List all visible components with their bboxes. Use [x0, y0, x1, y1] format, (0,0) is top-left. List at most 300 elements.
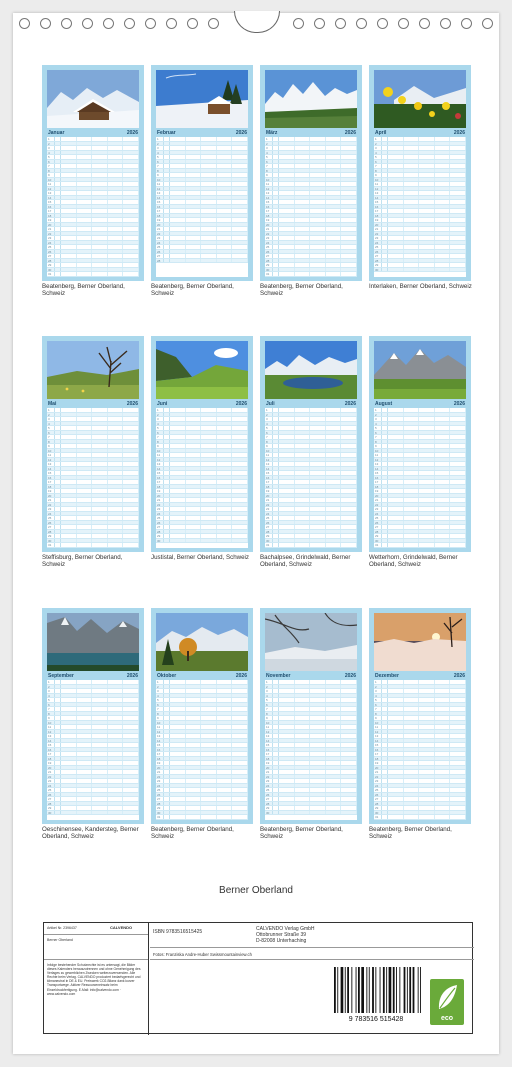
month-year: 2026 — [235, 400, 247, 407]
entry-cell — [404, 734, 420, 738]
entry-cell — [295, 155, 311, 159]
entry-cell — [435, 530, 451, 534]
entry-cell — [404, 223, 420, 227]
entry-cell — [435, 431, 451, 435]
entry-cell — [77, 254, 93, 258]
entry-cell — [186, 160, 202, 164]
entry-cell — [217, 802, 233, 806]
entry-cell — [186, 766, 202, 770]
day-number: 27 — [156, 254, 164, 258]
calendar-page — [13, 13, 499, 1054]
day-number: 21 — [156, 498, 164, 502]
entry-cell — [77, 182, 93, 186]
day-row — [47, 543, 139, 548]
entry-cell — [326, 151, 342, 155]
day-number: 9 — [47, 716, 55, 720]
entry-cell — [435, 178, 451, 182]
divider — [150, 947, 474, 948]
entry-cell — [123, 698, 139, 702]
entry-cell — [279, 770, 295, 774]
entry-cell — [279, 467, 295, 471]
entry-cell — [419, 435, 435, 439]
entry-cell — [61, 694, 77, 698]
day-number: 21 — [265, 770, 273, 774]
entry-cell — [326, 507, 342, 511]
entry-cell — [77, 272, 93, 276]
month-year: 2026 — [126, 400, 138, 407]
barcode-bar — [372, 967, 374, 1013]
entry-cell — [310, 712, 326, 716]
entry-cell — [450, 435, 466, 439]
entry-cell — [388, 259, 404, 263]
entry-cell — [450, 268, 466, 272]
entry-cell — [217, 164, 233, 168]
day-number: 23 — [47, 236, 55, 240]
day-number: 12 — [374, 458, 382, 462]
entry-cell — [295, 268, 311, 272]
entry-cell — [108, 182, 124, 186]
entry-cell — [232, 146, 248, 150]
month-year: 2026 — [344, 400, 356, 407]
entry-cell — [310, 218, 326, 222]
entry-cell — [108, 503, 124, 507]
entry-cell — [123, 716, 139, 720]
entry-cell — [77, 494, 93, 498]
entry-cell — [170, 200, 186, 204]
entry-cell — [388, 815, 404, 819]
day-number: 26 — [156, 250, 164, 254]
entry-cell — [170, 534, 186, 538]
entry-cell — [435, 263, 451, 267]
day-row — [374, 815, 466, 820]
entry-cell — [279, 685, 295, 689]
entry-cell — [326, 485, 342, 489]
entry-cell — [388, 525, 404, 529]
entry-cell — [217, 232, 233, 236]
entry-cell — [435, 525, 451, 529]
entry-cell — [341, 417, 357, 421]
day-row — [265, 811, 357, 816]
entry-cell — [295, 521, 311, 525]
entry-cell — [419, 748, 435, 752]
day-number: 28 — [265, 530, 273, 534]
entry-cell — [92, 178, 108, 182]
entry-cell — [61, 227, 77, 231]
entry-cell — [435, 489, 451, 493]
entry-cell — [341, 516, 357, 520]
entry-cell — [108, 770, 124, 774]
day-number: 2 — [47, 142, 55, 146]
entry-cell — [108, 440, 124, 444]
entry-cell — [279, 788, 295, 792]
entry-cell — [108, 788, 124, 792]
day-number: 15 — [265, 200, 273, 204]
day-number: 7 — [374, 707, 382, 711]
entry-cell — [201, 730, 217, 734]
day-number: 4 — [265, 151, 273, 155]
entry-cell — [419, 444, 435, 448]
entry-cell — [232, 408, 248, 412]
entry-cell — [404, 250, 420, 254]
day-number: 12 — [47, 187, 55, 191]
entry-cell — [201, 797, 217, 801]
entry-cell — [170, 539, 186, 543]
day-number: 1 — [156, 408, 164, 412]
entry-cell — [450, 516, 466, 520]
entry-cell — [279, 413, 295, 417]
entry-cell — [123, 263, 139, 267]
day-number: 13 — [156, 462, 164, 466]
entry-cell — [388, 209, 404, 213]
entry-cell — [77, 209, 93, 213]
entry-cell — [419, 725, 435, 729]
entry-cell — [419, 712, 435, 716]
entry-cell — [326, 698, 342, 702]
photo-caption: Bachalpsee, Grindelwald, Berner Oberland, Schweiz — [260, 554, 351, 568]
day-number: 16 — [374, 748, 382, 752]
entry-cell — [61, 422, 77, 426]
day-number: 31 — [47, 272, 55, 276]
barcode-bar — [399, 967, 400, 1013]
entry-cell — [108, 712, 124, 716]
day-number: 3 — [156, 417, 164, 421]
entry-cell — [295, 512, 311, 516]
day-number: 14 — [156, 467, 164, 471]
entry-cell — [217, 218, 233, 222]
entry-cell — [404, 480, 420, 484]
entry-cell — [419, 757, 435, 761]
day-number: 30 — [156, 539, 164, 543]
entry-cell — [435, 761, 451, 765]
entry-cell — [201, 227, 217, 231]
entry-cell — [201, 503, 217, 507]
entry-cell — [419, 815, 435, 819]
entry-cell — [326, 449, 342, 453]
entry-cell — [123, 534, 139, 538]
entry-cell — [310, 534, 326, 538]
entry-cell — [108, 254, 124, 258]
entry-cell — [404, 268, 420, 272]
entry-cell — [108, 444, 124, 448]
entry-cell — [108, 196, 124, 200]
entry-cell — [279, 431, 295, 435]
entry-cell — [435, 721, 451, 725]
entry-cell — [279, 811, 295, 815]
entry-cell — [186, 187, 202, 191]
entry-cell — [77, 178, 93, 182]
day-number: 2 — [265, 142, 273, 146]
entry-cell — [435, 521, 451, 525]
entry-cell — [61, 698, 77, 702]
entry-cell — [232, 761, 248, 765]
entry-cell — [217, 734, 233, 738]
entry-cell — [404, 236, 420, 240]
entry-cell — [61, 534, 77, 538]
entry-cell — [450, 815, 466, 819]
day-number: 28 — [47, 530, 55, 534]
entry-cell — [419, 739, 435, 743]
day-number: 9 — [47, 444, 55, 448]
entry-cell — [295, 236, 311, 240]
entry-cell — [201, 806, 217, 810]
entry-cell — [170, 254, 186, 258]
entry-cell — [186, 489, 202, 493]
entry-cell — [217, 725, 233, 729]
entry-cell — [170, 137, 186, 141]
entry-cell — [61, 712, 77, 716]
entry-cell — [295, 543, 311, 547]
month-photo — [47, 341, 139, 399]
entry-cell — [295, 716, 311, 720]
entry-cell — [326, 142, 342, 146]
entry-cell — [435, 694, 451, 698]
entry-cell — [404, 431, 420, 435]
entry-cell — [92, 209, 108, 213]
entry-cell — [77, 503, 93, 507]
entry-cell — [310, 444, 326, 448]
entry-cell — [201, 155, 217, 159]
entry-cell — [450, 485, 466, 489]
day-number: 25 — [265, 788, 273, 792]
entry-cell — [435, 757, 451, 761]
day-number: 19 — [47, 761, 55, 765]
photo-caption: Wetterhorn, Grindelwald, Berner Oberland, Schweiz — [369, 554, 458, 568]
entry-cell — [295, 178, 311, 182]
entry-cell — [341, 503, 357, 507]
day-number: 6 — [156, 160, 164, 164]
entry-cell — [232, 784, 248, 788]
entry-cell — [217, 489, 233, 493]
entry-cell — [92, 458, 108, 462]
entry-cell — [201, 734, 217, 738]
entry-cell — [341, 191, 357, 195]
entry-cell — [310, 793, 326, 797]
entry-cell — [326, 494, 342, 498]
entry-cell — [61, 716, 77, 720]
entry-cell — [404, 757, 420, 761]
entry-cell — [232, 480, 248, 484]
entry-cell — [419, 476, 435, 480]
entry-cell — [108, 793, 124, 797]
entry-cell — [388, 797, 404, 801]
entry-cell — [217, 227, 233, 231]
entry-cell — [326, 440, 342, 444]
entry-cell — [326, 530, 342, 534]
entry-cell — [279, 539, 295, 543]
day-number: 9 — [374, 444, 382, 448]
entry-cell — [201, 214, 217, 218]
entry-cell — [108, 453, 124, 457]
entry-cell — [341, 200, 357, 204]
entry-cell — [388, 698, 404, 702]
entry-cell — [232, 757, 248, 761]
entry-cell — [123, 417, 139, 421]
entry-cell — [108, 516, 124, 520]
day-number: 3 — [265, 689, 273, 693]
entry-cell — [201, 422, 217, 426]
entry-cell — [279, 209, 295, 213]
month-year: 2026 — [126, 672, 138, 679]
entry-cell — [295, 191, 311, 195]
day-number: 29 — [47, 263, 55, 267]
day-number: 30 — [374, 811, 382, 815]
entry-cell — [232, 730, 248, 734]
entry-cell — [123, 757, 139, 761]
entry-cell — [77, 191, 93, 195]
entry-cell — [201, 694, 217, 698]
entry-cell — [388, 453, 404, 457]
entry-cell — [92, 694, 108, 698]
entry-cell — [201, 146, 217, 150]
day-number: 27 — [47, 797, 55, 801]
entry-cell — [170, 476, 186, 480]
day-grid — [47, 680, 139, 820]
entry-cell — [186, 716, 202, 720]
entry-cell — [450, 734, 466, 738]
entry-cell — [170, 164, 186, 168]
entry-cell — [61, 462, 77, 466]
entry-cell — [170, 521, 186, 525]
day-number: 10 — [156, 721, 164, 725]
entry-cell — [123, 449, 139, 453]
day-number: 9 — [265, 173, 273, 177]
entry-cell — [341, 725, 357, 729]
day-number: 27 — [47, 254, 55, 258]
binding-hole — [187, 18, 198, 29]
day-number: 11 — [374, 182, 382, 186]
day-number: 30 — [47, 539, 55, 543]
entry-cell — [341, 196, 357, 200]
entry-cell — [388, 512, 404, 516]
entry-cell — [232, 748, 248, 752]
day-number: 26 — [47, 250, 55, 254]
entry-cell — [217, 200, 233, 204]
entry-cell — [435, 209, 451, 213]
entry-cell — [92, 725, 108, 729]
day-number: 20 — [265, 766, 273, 770]
entry-cell — [295, 444, 311, 448]
entry-cell — [310, 263, 326, 267]
day-number: 1 — [374, 137, 382, 141]
entry-cell — [92, 689, 108, 693]
entry-cell — [92, 422, 108, 426]
entry-cell — [388, 160, 404, 164]
entry-cell — [388, 205, 404, 209]
entry-cell — [108, 761, 124, 765]
day-number: 26 — [374, 793, 382, 797]
entry-cell — [450, 417, 466, 421]
entry-cell — [435, 164, 451, 168]
entry-cell — [61, 498, 77, 502]
entry-cell — [450, 721, 466, 725]
entry-cell — [186, 802, 202, 806]
day-number: 30 — [265, 539, 273, 543]
entry-cell — [326, 408, 342, 412]
entry-cell — [279, 698, 295, 702]
entry-cell — [170, 694, 186, 698]
entry-cell — [61, 254, 77, 258]
entry-cell — [186, 797, 202, 801]
entry-cell — [341, 730, 357, 734]
entry-cell — [435, 516, 451, 520]
entry-cell — [123, 521, 139, 525]
entry-cell — [310, 259, 326, 263]
entry-cell — [435, 725, 451, 729]
month-panel — [260, 608, 362, 824]
entry-cell — [419, 734, 435, 738]
entry-cell — [295, 811, 311, 815]
entry-cell — [232, 530, 248, 534]
entry-cell — [170, 151, 186, 155]
entry-cell — [326, 534, 342, 538]
entry-cell — [123, 802, 139, 806]
entry-cell — [217, 694, 233, 698]
entry-cell — [404, 485, 420, 489]
entry-cell — [61, 793, 77, 797]
entry-cell — [92, 272, 108, 276]
entry-cell — [92, 160, 108, 164]
entry-cell — [419, 417, 435, 421]
entry-cell — [419, 236, 435, 240]
entry-cell — [232, 444, 248, 448]
entry-cell — [186, 806, 202, 810]
entry-cell — [341, 426, 357, 430]
entry-cell — [388, 218, 404, 222]
entry-cell — [61, 467, 77, 471]
entry-cell — [61, 218, 77, 222]
entry-cell — [341, 748, 357, 752]
day-number: 25 — [265, 245, 273, 249]
entry-cell — [435, 422, 451, 426]
entry-cell — [419, 263, 435, 267]
entry-cell — [326, 480, 342, 484]
entry-cell — [232, 512, 248, 516]
entry-cell — [279, 743, 295, 747]
entry-cell — [170, 734, 186, 738]
entry-cell — [186, 458, 202, 462]
entry-cell — [435, 444, 451, 448]
entry-cell — [77, 734, 93, 738]
entry-cell — [435, 151, 451, 155]
entry-cell — [326, 539, 342, 543]
entry-cell — [186, 173, 202, 177]
binding-hole — [208, 18, 219, 29]
day-number: 22 — [156, 775, 164, 779]
entry-cell — [310, 766, 326, 770]
entry-cell — [404, 534, 420, 538]
entry-cell — [201, 218, 217, 222]
entry-cell — [77, 173, 93, 177]
entry-cell — [77, 417, 93, 421]
entry-cell — [326, 444, 342, 448]
entry-cell — [279, 498, 295, 502]
entry-cell — [404, 525, 420, 529]
month-panel — [369, 336, 471, 552]
entry-cell — [295, 263, 311, 267]
entry-cell — [77, 223, 93, 227]
entry-cell — [279, 797, 295, 801]
entry-cell — [419, 440, 435, 444]
entry-cell — [77, 730, 93, 734]
entry-cell — [279, 146, 295, 150]
entry-cell — [388, 169, 404, 173]
entry-cell — [217, 507, 233, 511]
entry-cell — [77, 241, 93, 245]
entry-cell — [186, 444, 202, 448]
entry-cell — [123, 471, 139, 475]
entry-cell — [217, 689, 233, 693]
binding-hole — [440, 18, 451, 29]
